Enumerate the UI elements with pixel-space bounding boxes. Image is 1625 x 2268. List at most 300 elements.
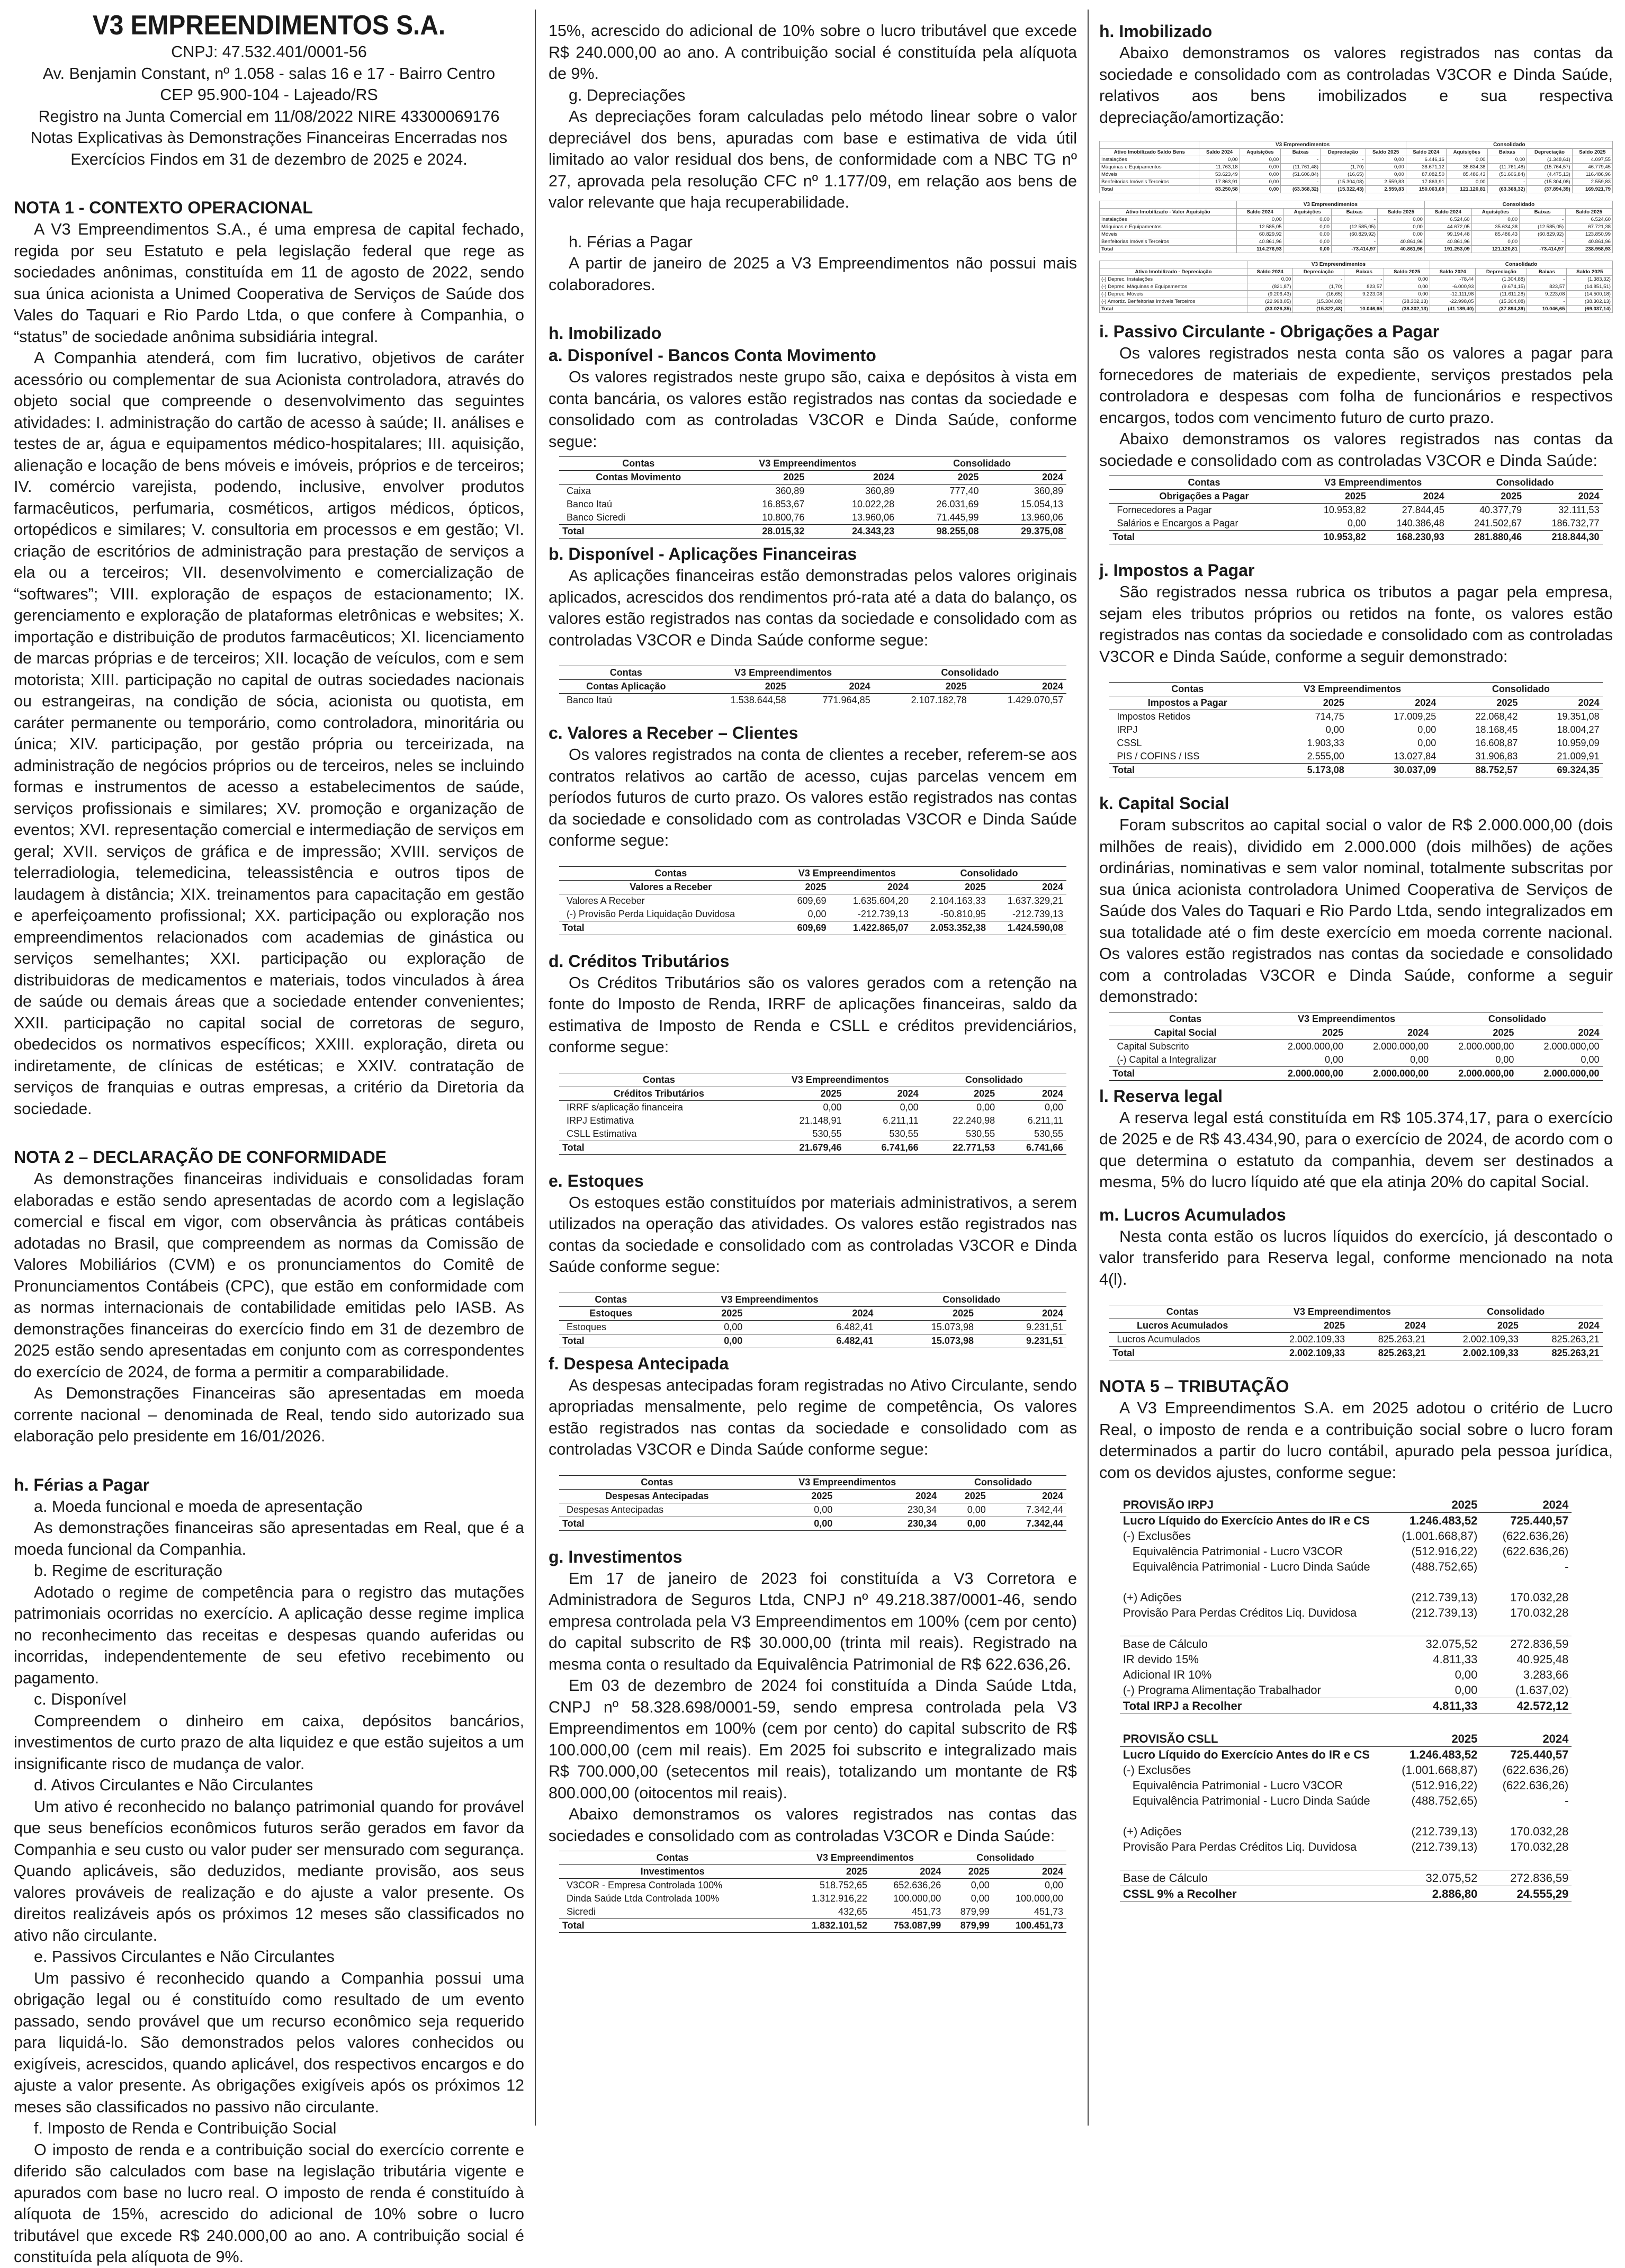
table-cell: -	[1281, 156, 1321, 164]
table-year: 2024	[989, 880, 1066, 894]
table-header-row	[1100, 268, 1613, 276]
table-cell: Valores A Receber	[566, 895, 645, 906]
table-cell: 9.231,51	[1026, 1321, 1064, 1332]
table-cell: (-) Exclusões	[1123, 1763, 1191, 1777]
table-cell: 9.231,51	[977, 1334, 1066, 1348]
note4h-heading: h. Imobilizado	[1099, 22, 1213, 41]
table-row	[1109, 1039, 1602, 1053]
note3-subheading: h. Férias a Pagar	[569, 232, 693, 251]
table-row	[1120, 1620, 1572, 1636]
table-row	[559, 694, 1066, 707]
table-header-row	[1109, 1026, 1602, 1039]
table-cell: -73.414,97	[1331, 246, 1377, 253]
table-header-row	[559, 1475, 1066, 1489]
table-total-label: Total	[1109, 531, 1298, 544]
table-year: 2024	[1521, 696, 1602, 710]
table-cell: 0,00	[1236, 216, 1283, 223]
table-imob-aquisicao	[1099, 201, 1613, 253]
table-row	[559, 1879, 1066, 1893]
table-header: Baixas	[1344, 268, 1384, 276]
table-cell: 53.623,49	[1199, 171, 1240, 178]
table-cell: (-) Provisão Perda Liquidação Duvidosa	[566, 908, 735, 919]
table-cell: 7.342,44	[989, 1517, 1066, 1530]
table-cell: 0,00	[976, 1101, 995, 1113]
table-total-row	[1120, 1886, 1572, 1902]
table-total-label: Total	[559, 525, 718, 539]
table-year: 2024	[836, 1489, 940, 1503]
table-cell: 2.559,83	[1366, 178, 1406, 186]
table-cell: (38.302,13)	[1384, 306, 1430, 313]
note1-paragraph: A V3 Empreendimentos S.A., é uma empresa de capital fechado, regida por seu Estatuto e pela legislação federal que rege as sociedades anônimas, constituída em 11 de agosto de 2022, sendo sua única acionista a Unimed Cooperativa de Serviços de Saúde dos Vales do Taquari e Rio Pardo Ltda, o que confere à Companhia, o “status” de sociedade anônima subsidiária integral.	[14, 220, 524, 346]
company-cep: CEP 95.900-104 - Lajeado/RS	[160, 86, 378, 104]
table-header-row	[1120, 1731, 1572, 1747]
table-year: 2024	[1525, 490, 1602, 504]
note3-subheading: d. Ativos Circulantes e Não Circulantes	[34, 1776, 313, 1794]
table-row	[1109, 750, 1602, 764]
table-header: 2024	[1480, 1497, 1572, 1513]
table-header: V3 Empreendimentos	[663, 1293, 877, 1306]
note2-paragraph: As Demonstrações Financeiras são apresentadas em moeda corrente nacional – denominada de Real, tendo sido autorizado sua elaboração pelo presidente em 16/01/2026.	[14, 1384, 524, 1445]
table-cell: 0,00	[1378, 223, 1425, 231]
table-cell: (9.674,15)	[1476, 283, 1527, 291]
table-cell: 823,57	[1344, 283, 1384, 291]
table-cell: (4.475,13)	[1527, 171, 1572, 178]
table-header: Contas	[559, 866, 783, 880]
table-header: Consolidado	[944, 1851, 1066, 1865]
table-row	[559, 1320, 1066, 1334]
table-row	[1120, 1870, 1572, 1886]
table-cell: 6.741,66	[998, 1141, 1066, 1154]
table-imob-saldo	[1099, 141, 1613, 193]
table-cell: 40.861,96	[1378, 238, 1425, 246]
table-cell: 432,65	[838, 1906, 868, 1917]
table-cell: 0,00	[1325, 724, 1344, 735]
table-cell: (512.916,22)	[1411, 1779, 1478, 1792]
table-header: V3 Empreendimentos	[786, 1851, 944, 1865]
table-cell: 0,00	[1240, 164, 1281, 171]
table-cell: 2.053.352,38	[912, 921, 989, 935]
table-cell: 0,00	[1417, 724, 1437, 735]
table-cell: 2.886,80	[1389, 1886, 1480, 1902]
table-cell: Provisão Para Perdas Créditos Liq. Duvidosa	[1123, 1840, 1357, 1853]
table-cell: Caixa	[566, 486, 591, 496]
table-cell: 32.075,52	[1389, 1870, 1480, 1886]
note1-paragraph: A Companhia atenderá, com fim lucrativo, objetivos de caráter acessório ou complementar de sua Acionista controladora, através do objeto social que compreende o desenvolvimento das seguintes atividades: I. administração do cartão de acesso à saúde; II. análises e testes de ar, água e equipamentos médico-hospitalares; III. aquisição, alienação e locação de bens móveis e imóveis, próprios e de terceiros; IV. comércio varejista, podendo, inclusive, envolver produtos farmacêuticos, perfumaria, cosméticos, artigos médicos, ópticos, ortopédicos e similares; V. consultoria em processos e em gestão; VI. criação de escritórios de administração para prestação de serviços a ela ou a terceiros; VII. desenvolvimento e comercialização de “softwares”; VIII. exploração de espaços de estacionamento; IX. gerenciamento e exploração de plataformas eletrônicas e websites; X. importação e distribuição de produtos farmacêuticos; XI. licenciamento de marcas próprias e de terceiros; XII. locação de veículos, com e sem motorista; XIII. participação no capital de outras sociedades nacionais ou estrangeiras, na condição de sócia, acionista ou quotista, em caráter permanente ou temporário, como controladora, minoritária ou única; XIV. participação, por gestão própria ou terceirizada, na administração de negócios próprios ou de terceiros, neles se incluindo formas e instrumentos de acesso a estabelecimentos de saúde, serviços profissionais e similares; XV. promoção e organização de eventos; XVI. representação comercial e intermediação de serviços em geral; XVII. serviços de gráfica e de impressão; XVIII. serviços de telerradiologia, telemedicina, teleassistência e outros tipos de laudagem à distância; XIX. treinamentos para capacitação em gestão e aperfeiçoamento profissional; XX. participação ou exploração nos empreendimentos relacionados com academias de ginástica ou serviços semelhantes; XXI. participação ou exploração de distribuidoras de medicamentos e materiais, todos vinculados à área de saúde ou demais áreas que a sociedade entender convenientes; XXII. participação no capital social de corretoras de seguro, obedecidos os normativos específicos; XXIII. exploração, direta ou indiretamente, de clínicas de estéticas; e XXIV. contratação de serviços de franquias e outras empresas, a critério da Diretoria da sociedade.	[14, 349, 524, 1118]
table-4c	[559, 866, 1066, 935]
table-cell: 0,00	[1495, 1054, 1514, 1065]
table-cell: 10.046,65	[1527, 306, 1567, 313]
note4j-heading: j. Impostos a Pagar	[1099, 561, 1255, 580]
table-total-row	[1109, 531, 1602, 544]
table-row	[1100, 298, 1613, 306]
table-4k	[1109, 1012, 1602, 1081]
table-total-label: Total	[559, 1919, 786, 1933]
note3-paragraph: O imposto de renda e a contribuição social do exercício corrente e diferido são calculados com base na legislação tributária vigente e apurados com base no lucro real. O imposto de renda é constituído à alíquota de 15%, acrescido do adicional de 10% sobre o lucro tributável que excede R$ 240.000,00 ao ano. A contribuição social é constituída pela alíquota de 9%.	[14, 2140, 524, 2266]
note4g-paragraph: Em 17 de janeiro de 2023 foi constituída a V3 Corretora e Administradora de Seguros Ltda, CNPJ nº 49.218.387/0001-46, sendo empresa controlada pela V3 Empreendimentos em 100% (cem por cento) do capital subscrito de R$ 30.000,00 (trinta mil reais). Registrado na mesma conta o resultado da Equivalência Patrimonial de R$ 622.636,26.	[549, 1569, 1077, 1673]
table-cell: 0,00	[1378, 216, 1425, 223]
table-cell: 777,40	[949, 486, 979, 496]
table-header-row	[1100, 149, 1613, 156]
table-row	[1120, 1636, 1572, 1652]
table-cell: CSSL	[1117, 738, 1142, 748]
table-header: Baixas	[1331, 209, 1377, 216]
note4k-heading: k. Capital Social	[1099, 794, 1229, 813]
table-row	[1109, 517, 1602, 531]
table-cell: Base de Cálculo	[1120, 1636, 1390, 1652]
table-cell: Despesas Antecipadas	[566, 1504, 664, 1515]
table-header: V3 Empreendimentos	[755, 1475, 940, 1489]
table-cell: 0,00	[663, 1334, 746, 1348]
note2-heading: NOTA 2 – DECLARAÇÃO DE CONFORMIDADE	[14, 1148, 387, 1167]
table-group-label: Capital Social	[1109, 1026, 1261, 1039]
table-cell: (60.829,92)	[1331, 231, 1377, 238]
table-cell: 32.111,53	[1558, 505, 1600, 515]
table-cell: 10.953,82	[1299, 531, 1369, 544]
table-header: Aquisições	[1471, 209, 1519, 216]
note5-heading: NOTA 5 – TRIBUTAÇÃO	[1099, 1377, 1289, 1396]
table-group-label: Contas Movimento	[559, 471, 718, 485]
table-cell: 9.223,08	[1527, 291, 1567, 298]
table-cell: 0,00	[1581, 1054, 1600, 1065]
table-cell: 12.585,05	[1236, 223, 1283, 231]
table-cell: 6.211,11	[1027, 1115, 1064, 1126]
table-cell: 609,69	[797, 895, 827, 906]
table-cell: 13.027,84	[1394, 751, 1437, 761]
table-row	[559, 485, 1066, 498]
table-cell: 238.958,93	[1566, 246, 1613, 253]
company-address: Av. Benjamin Constant, nº 1.058 - salas 16 e 17 - Bairro Centro	[42, 64, 496, 83]
note4c-heading: c. Valores a Receber – Clientes	[549, 723, 798, 742]
table-cell: 0,00	[1283, 216, 1331, 223]
table-header-row	[1109, 1012, 1602, 1026]
table-row	[1100, 291, 1613, 298]
note3-subheading: e. Passivos Circulantes e Não Circulantes	[34, 1948, 335, 1966]
table-cell: (1.001.668,87)	[1402, 1763, 1478, 1777]
table-cell: 98.255,08	[897, 525, 982, 539]
table-cell: IRRF s/aplicação financeira	[566, 1101, 684, 1113]
table-cell: 609,69	[783, 921, 830, 935]
table-cell: 0,00	[1283, 231, 1331, 238]
table-cell: 0,00	[1417, 738, 1437, 748]
table-4m	[1109, 1305, 1602, 1360]
table-year: 2025	[912, 880, 989, 894]
table-header-row	[559, 471, 1066, 485]
table-cell: CSLL Estimativa	[566, 1128, 637, 1139]
table-cell: 38.671,12	[1406, 164, 1446, 171]
table-cell	[1480, 1854, 1572, 1870]
table-cell: (37.894,39)	[1476, 306, 1527, 313]
note4h-paragraph: Abaixo demonstramos os valores registrados nas contas da sociedade e consolidado com as controladas V3COR e Dinda Saúde, relativos aos bens imobilizados e sua respectiva depreciação/amortização:	[1099, 44, 1613, 127]
table-year: 2025	[922, 1087, 999, 1100]
table-cell: (-) Deprec. Máquinas e Equipamentos	[1100, 283, 1247, 291]
table-cell: -	[1331, 216, 1377, 223]
table-year: 2025	[876, 1306, 977, 1320]
table-header-row	[1109, 696, 1602, 710]
table-cell: (15.764,57)	[1527, 164, 1572, 171]
table-cell: (11.761,48)	[1487, 164, 1527, 171]
table-cell	[1120, 1808, 1390, 1824]
table-cell: 35.634,38	[1471, 223, 1519, 231]
table-row	[1120, 1793, 1572, 1808]
table-cell: (1.304,88)	[1476, 276, 1527, 283]
table-cell: 2.002.109,33	[1255, 1347, 1348, 1360]
table-cell: 0,00	[1247, 276, 1292, 283]
table-cell: 2.000.000,00	[1432, 1066, 1517, 1080]
table-year: 2024	[982, 471, 1066, 485]
table-row	[559, 1114, 1066, 1127]
note3-paragraph: Compreendem o dinheiro em caixa, depósitos bancários, investimentos de curto prazo de alta liquidez e que estão sujeitos a um insignificante risco de mudança de valor.	[14, 1711, 524, 1773]
table-header: Saldo 2024	[1236, 209, 1283, 216]
table-cell: 40.861,96	[1236, 238, 1283, 246]
table-year: 2024	[870, 1865, 944, 1879]
table-header: Depreciação	[1321, 149, 1366, 156]
table-header-row	[559, 880, 1066, 894]
table-cell: 771.964,85	[822, 695, 870, 705]
table-cell: 0,00	[967, 1504, 986, 1515]
table-cell: 725.440,57	[1510, 1514, 1569, 1527]
table-cell: 1.637.329,21	[1007, 895, 1064, 906]
table-cell: -12.111,98	[1430, 291, 1475, 298]
table-header-row	[559, 1865, 1066, 1879]
table-row	[1100, 276, 1613, 283]
table-header-row	[559, 1073, 1066, 1087]
table-row	[1109, 1333, 1602, 1347]
table-cell: 6.482,41	[746, 1334, 876, 1348]
table-row	[1109, 737, 1602, 750]
table-header: 2025	[1389, 1497, 1480, 1513]
table-cell: (622.636,26)	[1502, 1545, 1569, 1558]
table-cell: 241.502,67	[1474, 518, 1522, 528]
table-header: V3 Empreendimentos	[1236, 201, 1424, 209]
table-header: Contas	[559, 457, 718, 471]
table-row	[559, 498, 1066, 511]
table-cell: 170.032,28	[1510, 1591, 1569, 1604]
table-cell: 2.000.000,00	[1458, 1041, 1514, 1052]
table-cell: (212.739,13)	[1411, 1825, 1478, 1838]
table-cell: Impostos Retidos	[1117, 711, 1191, 722]
note3-paragraph: Um ativo é reconhecido no balanço patrimonial quando for provável que seus benefícios econômicos futuros serão gerados em favor da Companhia e seu custo ou valor puder ser mensurado com segurança. Quando aplicáveis, são deduzidos, mediante provisão, aos seus valores prováveis de realização e do ajuste a valor presente. Os direitos realizáveis após os próximos 12 meses são classificados no ativo não circulante.	[14, 1797, 524, 1944]
table-header: PROVISÃO IRPJ	[1120, 1497, 1390, 1513]
table-total-row	[1109, 764, 1602, 777]
table-cell: (821,87)	[1247, 283, 1292, 291]
table-cell	[1480, 1574, 1572, 1590]
table-cell: (12.585,05)	[1331, 223, 1377, 231]
table-header: Saldo 2025	[1384, 268, 1430, 276]
table-cell	[1480, 1620, 1572, 1636]
table-total-row	[559, 1334, 1066, 1348]
note3-continued: 15%, acrescido do adicional de 10% sobre o lucro tributável que excede R$ 240.000,00 ao ano. A contribuição social é constituída pela alíquota de 9%.	[549, 22, 1077, 83]
table-cell: Total IRPJ a Recolher	[1120, 1698, 1390, 1714]
table-header-row	[559, 680, 1066, 694]
table-header: Contas	[559, 666, 693, 680]
table-total-row	[1100, 246, 1613, 253]
table-cell: 10.953,82	[1323, 505, 1366, 515]
table-cell: 2.002.109,33	[1429, 1347, 1522, 1360]
table-header: Depreciação	[1476, 268, 1527, 276]
table-cell: 879,99	[960, 1906, 990, 1917]
table-row	[1109, 723, 1602, 737]
table-cell: 10.959,09	[1557, 738, 1600, 748]
table-total-row	[559, 1517, 1066, 1530]
table-cell: (15.304,08)	[1293, 298, 1344, 306]
table-cell	[1120, 1574, 1390, 1590]
table-year: 2024	[746, 1306, 876, 1320]
table-header: Consolidado	[1406, 141, 1612, 149]
table-cell: PIS / COFINS / ISS	[1117, 751, 1200, 761]
table-cell: 6.741,66	[845, 1141, 922, 1154]
table-cell: Instalações	[1100, 156, 1199, 164]
table-row	[1100, 216, 1613, 223]
table-cell: 10.800,76	[762, 512, 805, 523]
table-cell: -	[1565, 1560, 1569, 1573]
company-cnpj: CNPJ: 47.532.401/0001-56	[171, 43, 367, 61]
table-cell: 168.230,93	[1369, 531, 1448, 544]
table-header: Saldo 2025	[1567, 268, 1613, 276]
table-cell: (-) Exclusões	[1123, 1529, 1191, 1543]
table-cell: Banco Itaú	[566, 499, 613, 509]
table-header: Consolidado	[1430, 261, 1612, 268]
table-cell: Móveis	[1100, 171, 1199, 178]
table-cell: 4.811,33	[1433, 1653, 1478, 1666]
note3-heading: h. Férias a Pagar	[14, 1475, 150, 1494]
table-cell: 21.009,91	[1557, 751, 1600, 761]
table-header: Baixas	[1527, 268, 1567, 276]
table-year: 2025	[1432, 1026, 1517, 1039]
note4g-paragraph: Abaixo demonstramos os valores registrados nas contas das sociedades e consolidado com as controladas V3COR e Dinda Saúde:	[549, 1805, 1077, 1845]
table-cell: (15.304,08)	[1476, 298, 1527, 306]
table-cell: Adicional IR 10%	[1123, 1668, 1212, 1681]
table-cell: 0,00	[1240, 171, 1281, 178]
table-header: 2024	[1480, 1731, 1572, 1747]
table-total-row	[1100, 306, 1613, 313]
table-cell: 0,00	[1384, 291, 1430, 298]
table-cell: 0,00	[1446, 156, 1487, 164]
note4c-paragraph: Os valores registrados na conta de clientes a receber, referem-se aos contratos relativos ao cartão de acesso, cujas parcelas vencem em períodos futuros de curto prazo. Os valores estão registrados nas contas da sociedade e consolidado com as controladas V3COR e Dinda Saúde conforme segue:	[549, 746, 1077, 849]
table-header: Consolidado	[1439, 683, 1602, 696]
table-cell: 1.246.483,52	[1409, 1514, 1478, 1527]
table-cell: (14.851,51)	[1567, 283, 1613, 291]
table-cell: 0,00	[1199, 156, 1240, 164]
table-year: 2024	[993, 1865, 1066, 1879]
table-row	[1120, 1667, 1572, 1682]
table-cell: 0,00	[1324, 1054, 1343, 1065]
table-header-row	[1109, 683, 1602, 696]
table-cell: Total	[1100, 246, 1237, 253]
table-year: 2025	[897, 471, 982, 485]
table-cell: 0,00	[971, 1880, 990, 1890]
table-total-row	[1100, 186, 1613, 193]
note2-paragraph: As demonstrações financeiras individuais e consolidadas foram elaboradas e estão sendo apresentadas de acordo com a legislação comercial e fiscal em vigor, com observância às práticas contábeis adotadas no Brasil, que compreendem as normas da Comissão de Valores Mobiliários (CVM) e os pronunciamentos do Comitê de Pronunciamentos Contábeis (CPC), que estão em conformidade com as normas internacionais de contabilidade emitidas pelo IASB. As demonstrações financeiras do exercício findo em 31 de dezembro de 2025 estão sendo apresentadas em conjunto com as correspondentes do exercício de 2024, de forma a permitir a comparabilidade.	[14, 1170, 524, 1381]
table-cell: (9.206,43)	[1247, 291, 1292, 298]
table-cell: (212.739,13)	[1411, 1591, 1478, 1604]
table-cell: 360,89	[775, 486, 805, 496]
table-cell: (1.383,32)	[1567, 276, 1613, 283]
table-header: Contas	[559, 1851, 786, 1865]
table-header: V3 Empreendimentos	[1199, 141, 1406, 149]
table-cell: 121.120,81	[1471, 246, 1519, 253]
table-cell: Dinda Saúde Ltda Controlada 100%	[566, 1893, 720, 1904]
table-cell: 0,00	[1378, 231, 1425, 238]
table-header: Baixas	[1487, 149, 1527, 156]
table-row	[1100, 223, 1613, 231]
table-cell: (60.829,92)	[1520, 231, 1566, 238]
table-header: V3 Empreendimentos	[1261, 1012, 1432, 1026]
table-cell: (212.739,13)	[1411, 1606, 1478, 1619]
table-cell: 27.844,45	[1402, 505, 1444, 515]
note3-paragraph: As demonstrações financeiras são apresentadas em Real, que é a moeda funcional da Companhia.	[14, 1519, 524, 1558]
table-cell: 71.445,99	[936, 512, 979, 523]
note4a-paragraph: Os valores registrados neste grupo são, caixa e depósitos à vista em conta bancária, os valores estão registrados nas contas da sociedade e consolidado com as controladas V3COR e Dinda Saúde, conforme segue:	[549, 368, 1077, 451]
table-year: 2025	[940, 1489, 989, 1503]
table-cell: 0,00	[1487, 156, 1527, 164]
table-cell: (38.302,13)	[1384, 298, 1430, 306]
table-cell: Banco Sicredi	[566, 512, 626, 523]
table-cell	[1480, 1808, 1572, 1824]
table-cell: (22.998,05)	[1247, 298, 1292, 306]
table-cell: 40.925,48	[1516, 1653, 1569, 1666]
table-cell: 451,73	[912, 1906, 941, 1917]
table-cell: 2.555,00	[1307, 751, 1344, 761]
table-row	[1109, 710, 1602, 724]
table-row	[559, 1892, 1066, 1905]
table-cell: (212.739,13)	[1411, 1840, 1478, 1853]
table-4b	[559, 666, 1066, 707]
table-cell: (1,70)	[1293, 283, 1344, 291]
table-cell: 753.087,99	[870, 1919, 944, 1933]
table-header: Consolidado	[912, 866, 1066, 880]
table-total-label: Total	[559, 1517, 755, 1530]
table-year: 2025	[874, 680, 970, 694]
table-row	[1120, 1762, 1572, 1778]
table-cell: (622.636,26)	[1502, 1763, 1569, 1777]
table-year: 2025	[786, 1865, 870, 1879]
table-cell: -212.739,13	[857, 908, 909, 919]
table-header: PROVISÃO CSLL	[1120, 1731, 1390, 1747]
table-cell: 6.211,11	[883, 1115, 919, 1126]
table-year: 2024	[1346, 1026, 1432, 1039]
table-imob-depreciacao	[1099, 261, 1613, 313]
table-year: 2024	[789, 680, 874, 694]
table-row	[1120, 1605, 1572, 1620]
table-header: Consolidado	[940, 1475, 1066, 1489]
table-cell: 87.082,50	[1406, 171, 1446, 178]
table-cell: 0,00	[1384, 276, 1430, 283]
table-cell: 360,89	[1034, 486, 1064, 496]
table-cell: 2.104.163,33	[930, 895, 986, 906]
table-year: 2025	[718, 471, 808, 485]
table-cell: 518.752,65	[819, 1880, 868, 1890]
table-header: Saldo 2025	[1378, 209, 1425, 216]
table-cell: 123.850,99	[1566, 231, 1613, 238]
table-cell: IR devido 15%	[1123, 1653, 1199, 1666]
table-year: 2025	[755, 1489, 836, 1503]
table-cell: 24.555,29	[1480, 1886, 1572, 1902]
note4g-heading: g. Investimentos	[549, 1547, 683, 1566]
table-cell: 29.375,08	[982, 525, 1066, 539]
table-4a	[559, 456, 1066, 539]
table-cell: 2.000.000,00	[1261, 1066, 1346, 1080]
table-row	[1100, 283, 1613, 291]
table-cell	[1389, 1808, 1480, 1824]
table-cell: (63.368,32)	[1281, 186, 1321, 193]
table-cell: (51.606,84)	[1487, 171, 1527, 178]
table-cell: 1.635.604,20	[852, 895, 909, 906]
table-header: Depreciação	[1527, 149, 1572, 156]
table-row	[1120, 1513, 1572, 1529]
table-cell: -22.998,05	[1430, 298, 1475, 306]
table-header-row	[1120, 1497, 1572, 1513]
table-cell: 24.343,23	[807, 525, 897, 539]
